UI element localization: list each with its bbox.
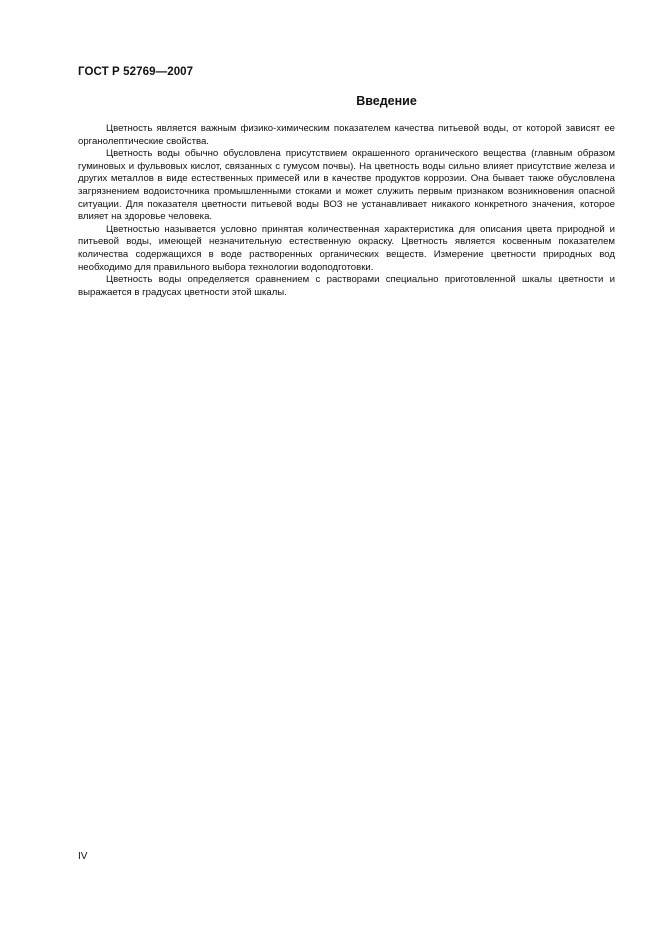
section-title: Введение [356,94,417,108]
paragraph: Цветностью называется условно принятая количественная характеристика для описания цвета природной и питьевой воды, имеющей незначительную естественную окраску. Цветность является косвенным показателем количества содержащихся в воде растворенных органических веществ. Измерение цветности природных вод необходимо для правильного выбора технологии водоподготовки. [78,223,615,273]
page-number: IV [78,851,88,862]
document-code: ГОСТ Р 52769—2007 [78,66,194,78]
paragraph: Цветность является важным физико-химическим показателем качества питьевой воды, от которой зависят ее органолептические свойства. [78,123,615,147]
paragraph: Цветность воды обычно обусловлена присутствием окрашенного органического вещества (главным образом гуминовых и фульвовых кислот, связанных с гумусом почвы). На цветность воды сильно влияет присутствие железа и других металлов в виде естественных примесей или в качестве продуктов коррозии. Она бывает также обусловлена загрязнением водоисточника промышленными стоками и может служить первым признаком возникновения опасной ситуации. Для показателя цветности питьевой воды ВОЗ не устанавливает никакого конкретного значения, которое влияет на здоровье человека. [78,148,615,223]
paragraph: Цветность воды определяется сравнением с растворами специально приготовленной шкалы цветности и выражается в градусах цветности этой шкалы. [78,274,615,298]
body-text [78,123,615,299]
